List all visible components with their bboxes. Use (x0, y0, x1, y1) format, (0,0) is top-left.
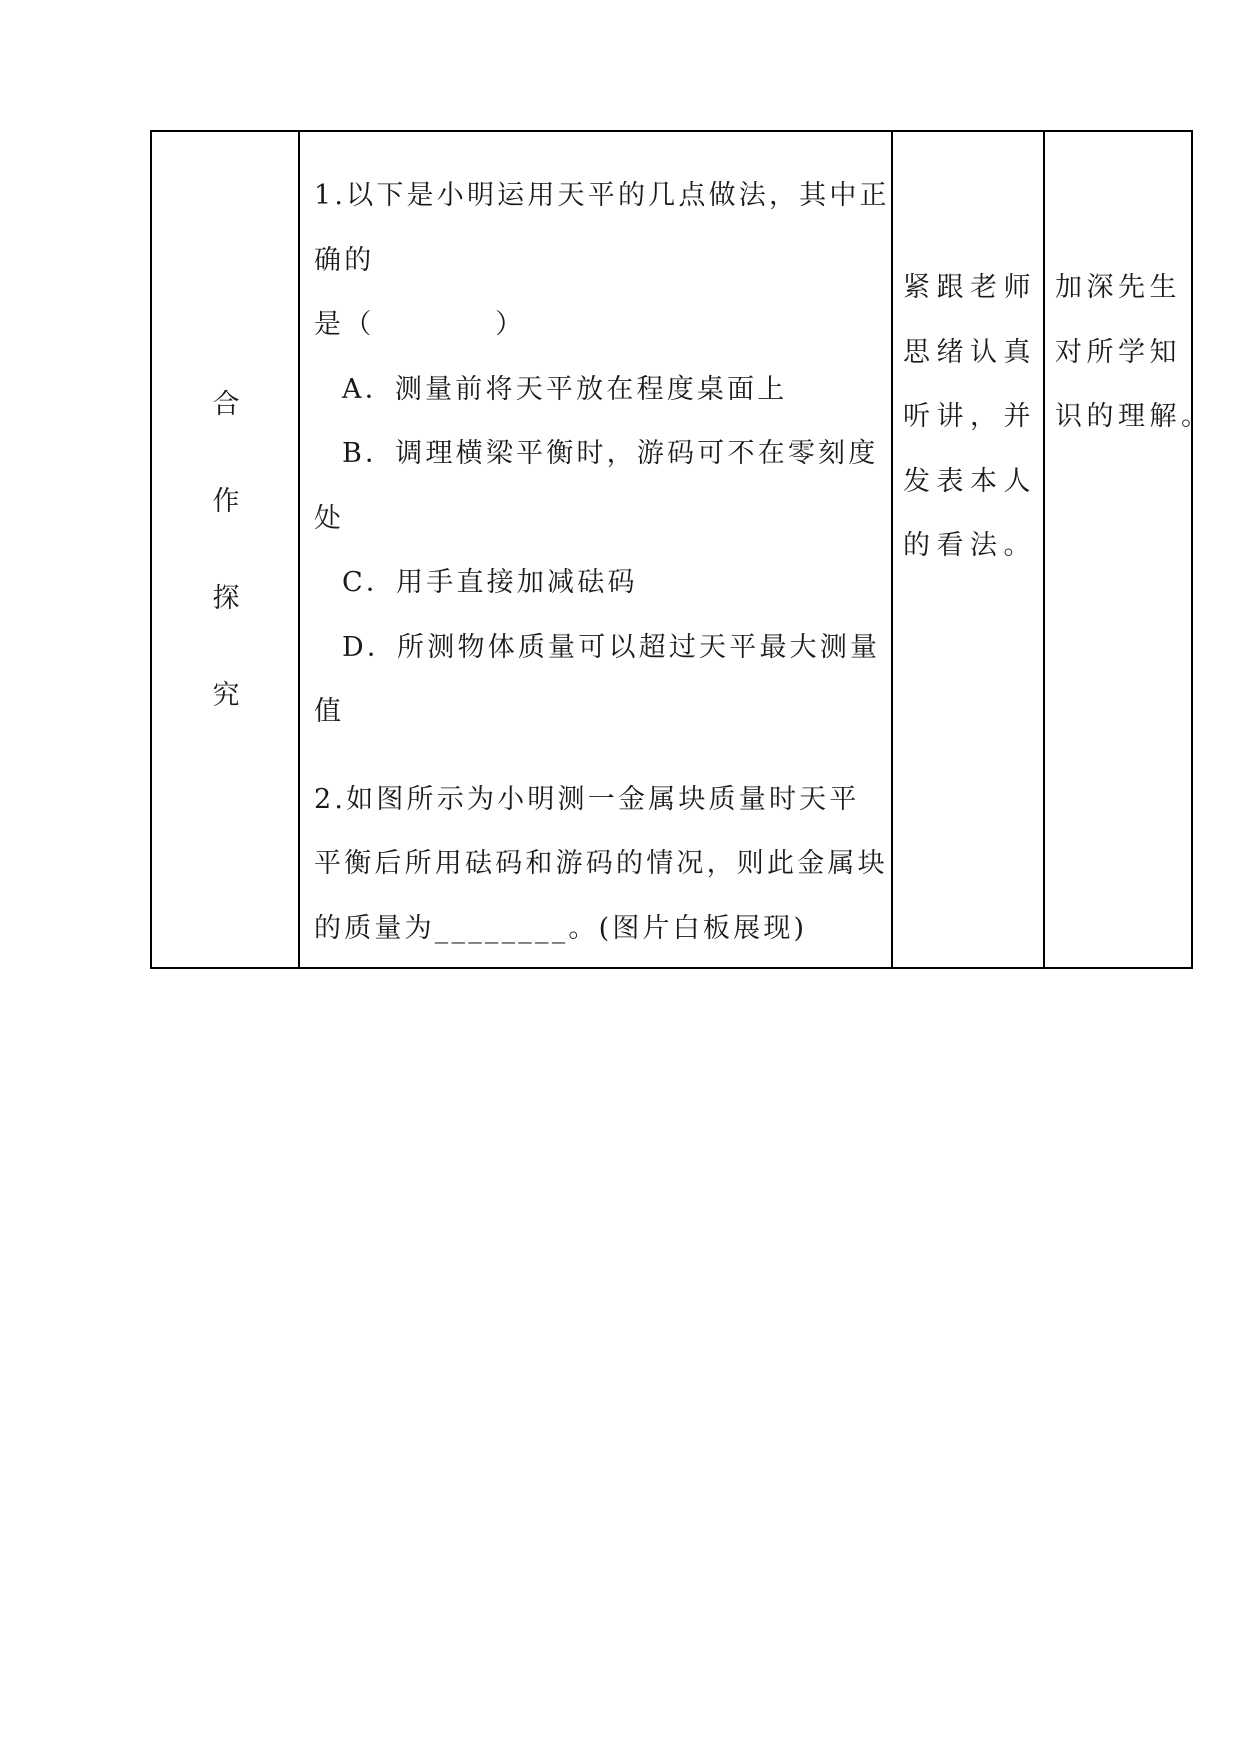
option-b: B．调理横梁平衡时，游码可不在零刻度 (342, 438, 879, 469)
spacer (314, 745, 883, 768)
stage-char: 探 (212, 582, 240, 614)
option-a: A．测量前将天平放在程度桌面上 (342, 373, 788, 405)
student-activity-line: 听讲，并 (903, 401, 1037, 432)
option-d: D．所测物体质量可以超过天平最大测量 (342, 631, 881, 663)
option-c: C．用手直接加减砝码 (342, 567, 638, 598)
design-intent-line: 加深先生 (1055, 272, 1181, 303)
content-cell (300, 132, 891, 967)
student-activity-line: 的看法。 (903, 530, 1037, 561)
question-1-line: 确的 (314, 244, 375, 276)
stage-char: 合 (212, 388, 240, 420)
student-activity-line: 思绪认真 (903, 336, 1037, 368)
student-activity-cell (893, 132, 1043, 967)
stage-char: 作 (212, 485, 240, 517)
student-activity-line: 紧跟老师 (903, 272, 1037, 303)
stage-cell (152, 132, 300, 967)
design-intent-line: 识的理解。 (1055, 401, 1213, 432)
stage-char: 究 (212, 679, 240, 711)
design-intent-line: 对所学知 (1055, 336, 1181, 368)
question-1-line: 是（ ） (314, 309, 526, 340)
lesson-table (150, 130, 1213, 969)
question-2-line: 的质量为________。(图片白板展现) (314, 912, 808, 944)
student-activity-line: 发表本人 (903, 465, 1037, 497)
question-2-line: 平衡后所用砝码和游码的情况，则此金属块 (314, 848, 888, 879)
design-intent-cell (1045, 132, 1213, 967)
option-b-continued: 处 (314, 502, 345, 534)
option-d-continued: 值 (314, 696, 345, 727)
question-1-line: 1.以下是小明运用天平的几点做法，其中正 (314, 180, 890, 211)
question-2-line: 2.如图所示为小明测一金属块质量时天平 (314, 783, 860, 815)
